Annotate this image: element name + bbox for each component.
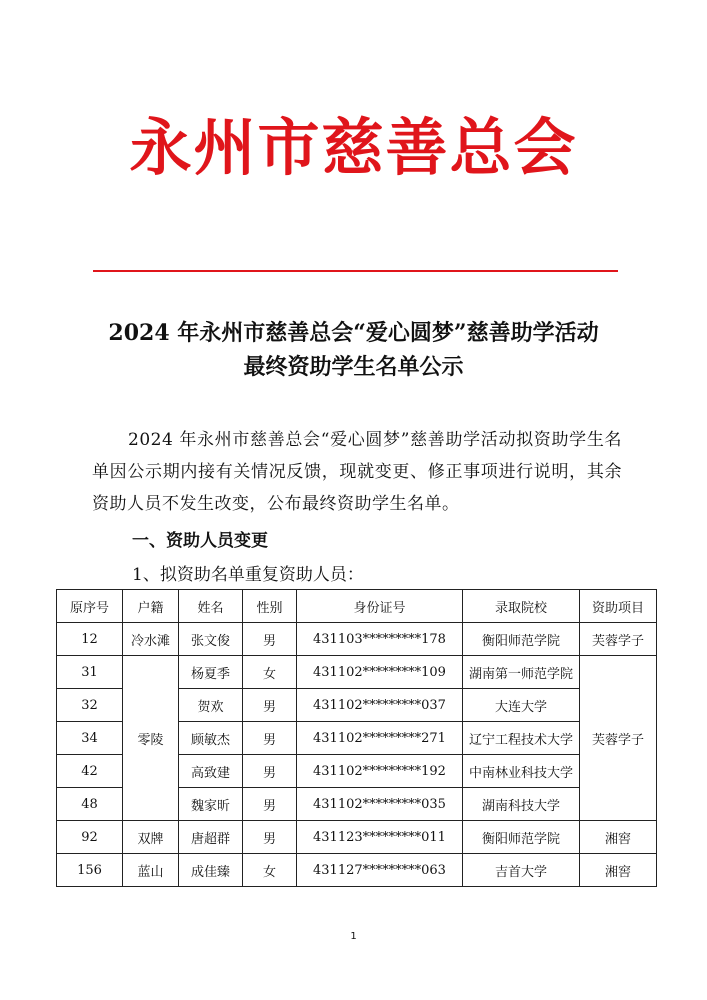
cell-gender: 男 xyxy=(243,755,297,788)
cell-project: 湘窖 xyxy=(580,854,657,887)
cell-name: 魏家昕 xyxy=(179,788,243,821)
cell-id: 431123*********011 xyxy=(297,821,463,854)
cell-gender: 男 xyxy=(243,623,297,656)
header-cell: 身份证号 xyxy=(297,590,463,623)
cell-project: 芙蓉学子 xyxy=(580,623,657,656)
cell-project: 湘窖 xyxy=(580,821,657,854)
table-row xyxy=(57,854,657,887)
cell-id: 431103*********178 xyxy=(297,623,463,656)
org-letterhead-title: 永州市慈善总会 xyxy=(129,111,578,184)
cell-name: 成佳臻 xyxy=(179,854,243,887)
header-cell: 户籍 xyxy=(123,590,179,623)
cell-hukou: 冷水滩 xyxy=(123,623,179,656)
cell-school: 湖南第一师范学院 xyxy=(463,656,580,689)
cell-no: 31 xyxy=(57,656,123,689)
cell-id: 431127*********063 xyxy=(297,854,463,887)
cell-hukou: 零陵 xyxy=(123,656,179,821)
cell-hukou: 双牌 xyxy=(123,821,179,854)
cell-school: 中南林业科技大学 xyxy=(463,755,580,788)
duplicate-aid-table xyxy=(56,589,657,887)
page-number: 1 xyxy=(350,931,357,942)
cell-no: 32 xyxy=(57,689,123,722)
cell-no: 92 xyxy=(57,821,123,854)
cell-gender: 男 xyxy=(243,788,297,821)
cell-gender: 男 xyxy=(243,722,297,755)
cell-id: 431102*********109 xyxy=(297,656,463,689)
table-header-row xyxy=(57,590,657,623)
table-row xyxy=(57,821,657,854)
cell-gender: 女 xyxy=(243,656,297,689)
cell-hukou: 蓝山 xyxy=(123,854,179,887)
header-cell: 原序号 xyxy=(57,590,123,623)
cell-no: 34 xyxy=(57,722,123,755)
table-row xyxy=(57,623,657,656)
cell-no: 42 xyxy=(57,755,123,788)
cell-school: 湖南科技大学 xyxy=(463,788,580,821)
cell-school: 辽宁工程技术大学 xyxy=(463,722,580,755)
cell-no: 156 xyxy=(57,854,123,887)
cell-project: 芙蓉学子 xyxy=(580,656,657,821)
cell-no: 12 xyxy=(57,623,123,656)
cell-name: 顾敏杰 xyxy=(179,722,243,755)
section-heading-1: 一、资助人员变更 xyxy=(132,531,268,551)
cell-name: 高致建 xyxy=(179,755,243,788)
header-cell: 资助项目 xyxy=(580,590,657,623)
cell-name: 杨夏季 xyxy=(179,656,243,689)
cell-school: 衡阳师范学院 xyxy=(463,623,580,656)
cell-id: 431102*********271 xyxy=(297,722,463,755)
cell-school: 大连大学 xyxy=(463,689,580,722)
table-row xyxy=(57,656,657,689)
cell-no: 48 xyxy=(57,788,123,821)
cell-name: 张文俊 xyxy=(179,623,243,656)
header-cell: 姓名 xyxy=(179,590,243,623)
header-cell: 性别 xyxy=(243,590,297,623)
letterhead-divider xyxy=(93,270,618,272)
cell-name: 贺欢 xyxy=(179,689,243,722)
cell-gender: 男 xyxy=(243,689,297,722)
cell-id: 431102*********035 xyxy=(297,788,463,821)
cell-gender: 男 xyxy=(243,821,297,854)
cell-id: 431102*********192 xyxy=(297,755,463,788)
document-title-line2: 最终资助学生名单公示 xyxy=(243,354,464,380)
cell-id: 431102*********037 xyxy=(297,689,463,722)
header-cell: 录取院校 xyxy=(463,590,580,623)
cell-school: 吉首大学 xyxy=(463,854,580,887)
subsection-heading-1: 1、拟资助名单重复资助人员： xyxy=(132,565,364,585)
cell-school: 衡阳师范学院 xyxy=(463,821,580,854)
cell-gender: 女 xyxy=(243,854,297,887)
cell-name: 唐超群 xyxy=(179,821,243,854)
document-title-line1: 2024 年永州市慈善总会“爱心圆梦”慈善助学活动 xyxy=(108,320,599,346)
intro-paragraph: 2024 年永州市慈善总会“爱心圆梦”慈善助学活动拟资助学生名单因公示期内接有关情况反馈，现就变更、修正事项进行说明，其余资助人员不发生改变，公布最终资助学生名单。 xyxy=(92,430,622,514)
